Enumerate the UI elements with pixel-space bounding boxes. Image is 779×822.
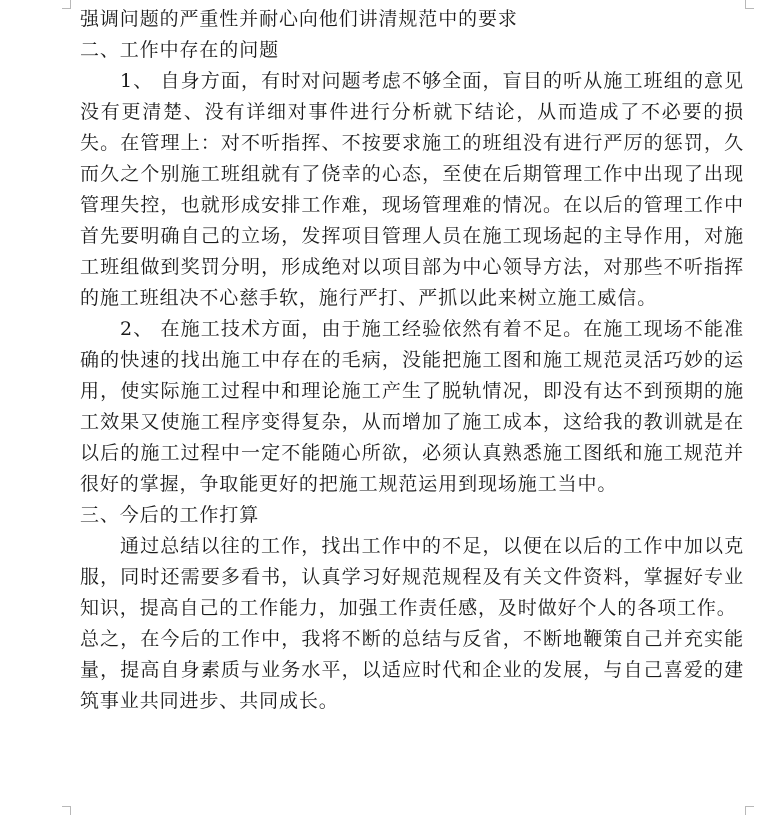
conclusion-paragraph: 总之，在今后的工作中，我将不断的总结与反省，不断地鞭策自己并充实能量，提高自身素质与业务水平，以适应时代和企业的发展，与自己喜爱的建筑事业共同进步、共同成长。 [80,628,744,712]
document-body [80,4,744,717]
plan-paragraph: 通过总结以往的工作，找出工作中的不足，以便在以后的工作中加以克服，同时还需要多看书，认真学习好规范规程及有关文件资料，掌握好专业知识，提高自己的工作能力，加强工作责任感，及时做好个人的各项工作。 [80,535,744,619]
top-line: 强调问题的严重性并耐心向他们讲清规范中的要求 [80,8,518,30]
item2-paragraph: 2、 在施工技术方面，由于施工经验依然有着不足。在施工现场不能准确的快速的找出施工中存在的毛病，没能把施工图和施工规范灵活巧妙的运用，使实际施工过程中和理论施工产生了脱轨情况，即没有达不到预期的施工效果又使施工程序变得复杂，从而增加了施工成本，这给我的教训就是在以后的施工过程中一定不能随心所欲，必须认真熟悉施工图纸和施工规范并很好的掌握，争取能更好的把施工规范运用到现场施工当中。 [80,318,744,495]
section2-heading: 二、工作中存在的问题 [80,39,280,61]
item1-paragraph: 1、 自身方面，有时对问题考虑不够全面，盲目的听从施工班组的意见没有更清楚、没有详细对事件进行分析就下结论，从而造成了不必要的损失。在管理上：对不听指挥、不按要求施工的班组没有进行严厉的惩罚，久而久之个别施工班组就有了侥幸的心态，至使在后期管理工作中出现了出现管理失控，也就形成安排工作难，现场管理难的情况。在以后的管理工作中首先要明确自己的立场，发挥项目管理人员在施工现场起的主导作用，对施工班组做到奖罚分明，形成绝对以项目部为中心领导方法，对那些不听指挥的施工班组决不心慈手软，施行严打、严抓以此来树立施工威信。 [80,70,744,309]
corner-mark-bottom-left [62,806,71,815]
corner-mark-bottom-right [745,806,754,815]
corner-mark-top-left [62,0,71,9]
corner-mark-top-right [745,0,754,9]
section3-heading: 三、今后的工作打算 [80,504,260,526]
